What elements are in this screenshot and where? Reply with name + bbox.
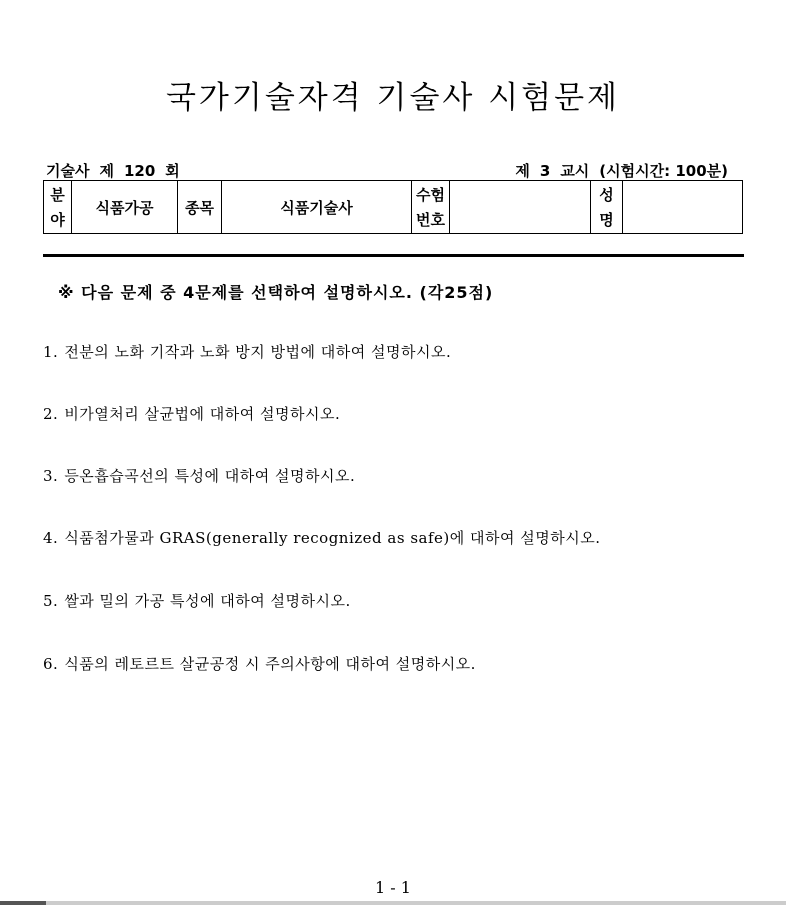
period-number: 3: [539, 162, 551, 180]
page-edge-shadow: [0, 901, 46, 905]
exam-number-label-top: 수험: [416, 185, 445, 204]
name-label-cell: [591, 181, 623, 234]
question-number: 5.: [43, 592, 59, 610]
period-suffix: 교시: [560, 162, 590, 180]
name-label-bottom: 명: [599, 210, 614, 229]
exam-time-note: (시험시간: 100분): [599, 162, 728, 180]
exam-category: 기술사: [46, 162, 90, 180]
exam-number-label-cell: [412, 181, 450, 234]
session-suffix: 회: [165, 162, 180, 180]
question-item: [43, 341, 451, 362]
page-number: 1 - 1: [375, 878, 411, 897]
field-label-top: 분: [50, 185, 65, 204]
question-item: [43, 403, 340, 424]
exam-period: [515, 160, 728, 181]
exam-number-field[interactable]: [450, 181, 591, 234]
question-text: 전분의 노화 기작과 노화 방지 방법에 대하여 설명하시오.: [64, 343, 452, 361]
exam-info-table: [43, 180, 743, 234]
question-text: 식품의 레토르트 살균공정 시 주의사항에 대하여 설명하시오.: [64, 655, 476, 673]
question-text: 식품첨가물과 GRAS(generally recognized as safe)에 대하여 설명하시오.: [64, 529, 601, 547]
question-number: 1.: [43, 343, 59, 361]
field-label-bottom: 야: [50, 210, 65, 229]
question-text: 비가열처리 살균법에 대하여 설명하시오.: [64, 405, 341, 423]
section-divider: [43, 254, 744, 257]
question-item: [43, 590, 351, 611]
question-item: [43, 527, 600, 548]
period-prefix: 제: [515, 162, 530, 180]
exam-number-label-bottom: 번호: [416, 210, 445, 229]
session-prefix: 제: [99, 162, 114, 180]
question-number: 4.: [43, 529, 59, 547]
question-number: 3.: [43, 467, 59, 485]
name-label-top: 성: [599, 185, 614, 204]
question-item: [43, 465, 355, 486]
question-number: 2.: [43, 405, 59, 423]
page-title: 국가기술자격 기술사 시험문제: [165, 80, 620, 116]
page-edge: [0, 901, 786, 905]
instruction-text: ※ 다음 문제 중 4문제를 선택하여 설명하시오. (각25점): [58, 283, 494, 302]
type-label: 종목: [178, 181, 222, 234]
question-text: 등온흡습곡선의 특성에 대하여 설명하시오.: [64, 467, 356, 485]
exam-session: [46, 160, 180, 181]
session-number: 120: [123, 162, 156, 180]
field-label-cell: [44, 181, 72, 234]
name-field[interactable]: [623, 181, 743, 234]
question-item: [43, 653, 476, 674]
type-value: 식품기술사: [222, 181, 412, 234]
field-value: 식품가공: [72, 181, 178, 234]
question-text: 쌀과 밀의 가공 특성에 대하여 설명하시오.: [64, 592, 351, 610]
question-number: 6.: [43, 655, 59, 673]
